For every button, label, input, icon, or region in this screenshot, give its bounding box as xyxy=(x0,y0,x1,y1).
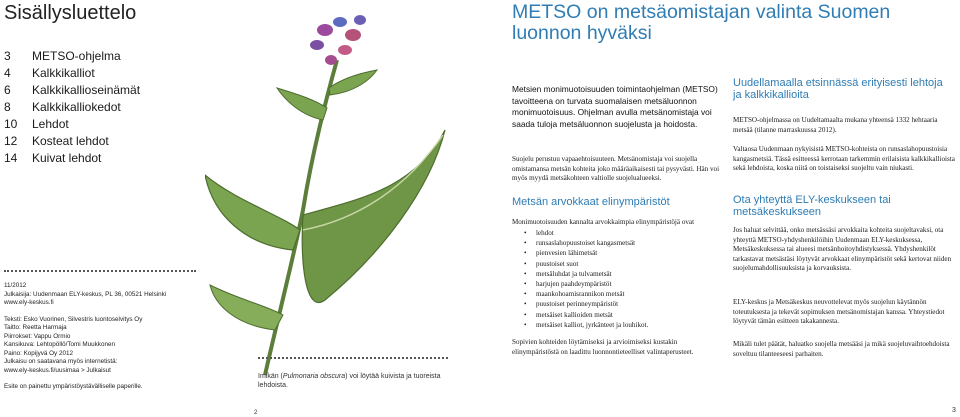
heading-uusimaa: Uudellamaalla etsinnässä erityisesti lehtoja ja kalkkikallioita xyxy=(733,77,943,101)
toc-page-number: 4 xyxy=(4,66,11,80)
habitat-list-item: • lehdot xyxy=(512,228,722,238)
toc-page-number: 10 xyxy=(4,117,18,131)
toc-item xyxy=(4,150,140,167)
page-number-right: 3 xyxy=(952,407,956,414)
imprint-line: Piirrokset: Vappu Ormio xyxy=(4,332,71,340)
imprint-line: Julkaisu on saatavana myös internetistä: xyxy=(4,358,118,365)
page-title: METSO on metsäomistajan valinta Suomen luonnon hyväksi xyxy=(512,1,891,44)
imprint-line: Julkaisija: Uudenmaan ELY-keskus, PL 36, 00521 Helsinki xyxy=(4,290,167,298)
toc-item xyxy=(4,65,140,82)
toc-label: Lehdot xyxy=(32,117,69,131)
heading-yhteytta: Ota yhteyttä ELY-keskukseen tai metsäkeskukseen xyxy=(733,194,891,218)
paragraph-yhteytta-1: Jos haluat selvittää, onko metsässäsi arvokkaita kohteita suojeltavaksi, ota yhteyttä METSO-yhdyshenkilöihin Uudenmaan ELY-keskuksessa, Metsäkeskuksessa tai alueesi metsänhoitoyhdistyksessä. Yhdyshenkilöt tarkastavat metsästäsi löytyvät arvokkaat elinympäristöt sekä kertovat niiden suojelumahdollisuuksista ja korvauksista. xyxy=(733,226,952,273)
toc-list xyxy=(4,48,140,167)
habitat-list-item: • pienvesien lähimetsät xyxy=(512,248,722,258)
imprint-line: Esite on painettu ympäristöystävälliselle paperille. xyxy=(4,383,143,390)
imprint-line: Kansikuva: Lehtopöllö/Tomi Muukkonen xyxy=(4,341,115,348)
toc-label: Kuivat lehdot xyxy=(32,151,102,165)
toc-title: Sisällysluettelo xyxy=(4,2,137,24)
paragraph-uusimaa-1: METSO-ohjelmassa on Uudeltamaalta mukana yhteensä 1332 hehtaaria metsää (tilanne marraskuussa 2012). xyxy=(733,116,938,134)
habitat-list-item: • metsäiset kalliot, jyrkänteet ja louhikot. xyxy=(512,320,722,330)
imprint-line xyxy=(4,375,204,383)
illustration-caption: Imikän (Pulmonaria obscura) voi löytää kuivista ja tuoreista lehdoista. xyxy=(258,373,441,389)
toc-label: Kosteat lehdot xyxy=(32,134,109,148)
heading-arvokkaat: Metsän arvokkaat elinympäristöt xyxy=(512,196,670,208)
toc-item xyxy=(4,82,140,99)
paragraph-yhteytta-2: ELY-keskus ja Metsäkeskus neuvottelevat myös suojelun käytännön toteutuksesta ja tekevät sopimuksen metsänomistajan kanssa. Yhteystiedot löytyvät tämän esitteen takakannesta. xyxy=(733,298,945,326)
pulmonaria-illustration xyxy=(205,0,455,380)
imprint xyxy=(4,282,204,392)
toc-label: Kalkkikallioseinämät xyxy=(32,83,141,97)
habitat-list-item: • runsaslahopuustoiset kangasmetsät xyxy=(512,238,722,248)
toc-label: METSO-ohjelma xyxy=(32,49,121,63)
paragraph-uusimaa-2: Valtaosa Uudenmaan nykyisistä METSO-kohteista on runsaslahopuustoisia kangasmetsiä. Tässä esitteessä kerrotaan tarkemmin erilaisista kalkkikallioista sekä lehdoista, koska niitä on toistaiseksi suojeltu vain niukasti. xyxy=(733,145,955,173)
toc-page-number: 6 xyxy=(4,83,11,97)
toc-label: Kalkkikalliot xyxy=(32,66,95,80)
habitat-list xyxy=(512,228,722,330)
imprint-line: www.ely-keskus.fi xyxy=(4,299,54,306)
toc-page-number: 3 xyxy=(4,49,11,63)
habitat-list-item: • maankohoamisrannikon metsät xyxy=(512,289,722,299)
imprint-line xyxy=(4,308,204,316)
imprint-line: Taitto: Reetta Harmaja xyxy=(4,324,67,331)
lead-paragraph: Metsien monimuotoisuuden toimintaohjelman (METSO) tavoitteena on turvata suomalaisen metsäluonnon monimuotoisuus. Ohjelman avulla metsänomistaja voi saada tuloja metsäluonnon suojelusta ja hoidosta. xyxy=(512,84,718,129)
toc-page-number: 8 xyxy=(4,100,11,114)
page-number-left: 2 xyxy=(254,410,258,416)
habitat-list-item: • metsäiset kallioiden metsät xyxy=(512,310,722,320)
arvokkaat-intro: Monimuotoisuuden kannalta arvokkaimpia elinympäristöjä ovat xyxy=(512,218,695,226)
habitat-list-item: • metsäluhdat ja tulvametsät xyxy=(512,269,722,279)
habitat-list-item: • puustoiset perinneympäristöt xyxy=(512,299,722,309)
toc-page-number: 12 xyxy=(4,134,18,148)
toc-page-number: 14 xyxy=(4,151,18,165)
imprint-line: 11/2012 xyxy=(4,282,27,289)
toc-item xyxy=(4,116,140,133)
divider-dots-caption xyxy=(258,357,448,359)
divider-dots-left xyxy=(4,270,196,272)
arvokkaat-end: Sopivien kohteiden löytämiseksi ja arvioimiseksi kustakin elinympäristöstä on laadittu luonnontieteelliset valintaperusteet. xyxy=(512,338,694,356)
toc-item xyxy=(4,133,140,150)
imprint-line: www.ely-keskus.fi/uusimaa > Julkaisut xyxy=(4,366,111,374)
imprint-line: Teksti: Esko Vuorinen, Silvestris luontoselvitys Oy xyxy=(4,315,143,323)
toc-item xyxy=(4,48,140,65)
paragraph-suojelu: Suojelu perustuu vapaaehtoisuuteen. Metsänomistaja voi suojella omistamansa metsän kohteita joko määräaikaisesti tai pysyvästi. Hän voi myös myydä metsäkohteen valtiolle suojelualueeksi. xyxy=(512,155,720,183)
toc-label: Kalkkikalliokedot xyxy=(32,100,121,114)
habitat-list-item: • harjujen paahdeympäristöt xyxy=(512,279,722,289)
habitat-list-item: • puustoiset suot xyxy=(512,259,722,269)
flower-cluster xyxy=(310,15,366,65)
toc-item xyxy=(4,99,140,116)
paragraph-yhteytta-3: Mikäli tulet päätät, haluatko suojella metsääsi ja mikä suojeluvaihtoehdoista soveltuu tilanteeseesi parhaiten. xyxy=(733,340,950,358)
imprint-line: Paino: Kopijyvä Oy 2012 xyxy=(4,349,73,357)
